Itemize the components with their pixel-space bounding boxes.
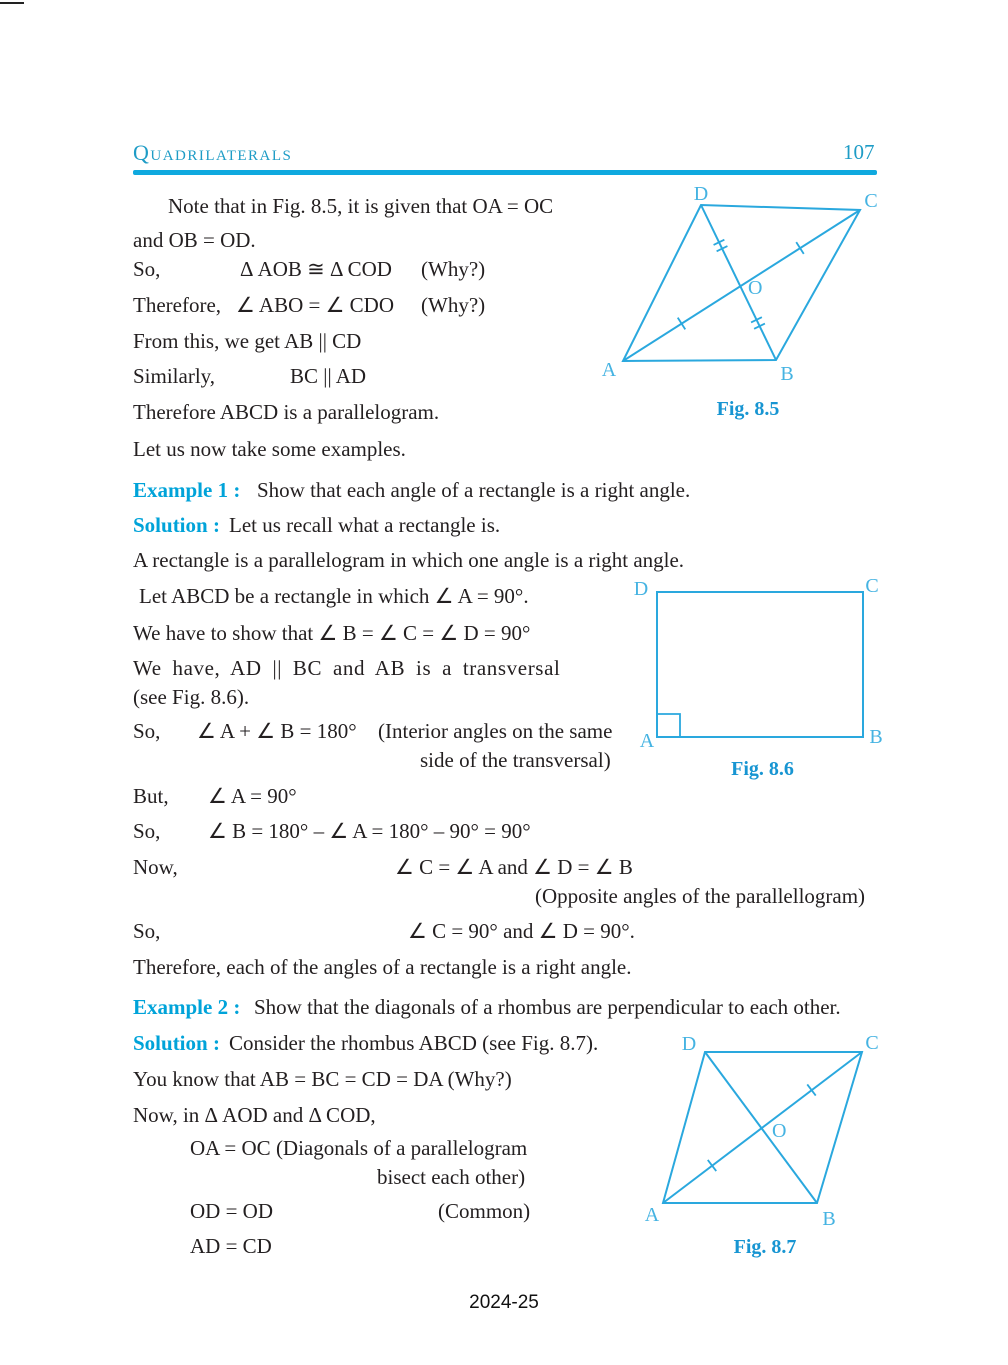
footer-year: 2024-25 bbox=[469, 1292, 539, 1313]
center-label-o: O bbox=[748, 277, 763, 299]
tick-oc bbox=[807, 1084, 815, 1095]
so-reason: (Why?) bbox=[421, 257, 486, 281]
vertex-label-c: C bbox=[864, 190, 878, 212]
vertex-label-a: A bbox=[601, 359, 617, 381]
e1-line-1: A rectangle is a parallelogram in which one angle is a right angle. bbox=[133, 548, 685, 572]
right-angle-marker bbox=[657, 714, 680, 737]
e1-now-reason: (Opposite angles of the parallellogram) bbox=[535, 884, 866, 908]
fig-8-5 bbox=[598, 183, 898, 421]
e1-so2-label: So, bbox=[133, 819, 161, 843]
fig-8-5-diagram bbox=[598, 183, 898, 398]
rectangle-abcd bbox=[657, 592, 863, 737]
diagonal-ac bbox=[663, 1052, 862, 1203]
diagonal-bd bbox=[701, 205, 776, 360]
parallelogram-conclusion: Therefore ABCD is a parallelogram. bbox=[133, 400, 440, 424]
solution-1-label: Solution : bbox=[133, 513, 220, 537]
e2-eq2-reason: (Common) bbox=[438, 1199, 531, 1223]
e1-so1-label: So, bbox=[133, 719, 161, 743]
diagonal-bd bbox=[705, 1052, 817, 1203]
e1-conclusion: Therefore, each of the angles of a rectangle is a right angle. bbox=[133, 955, 632, 979]
e1-so2-formula: ∠ B = 180° – ∠ A = 180° – 90° = 90° bbox=[208, 819, 531, 843]
header-rule bbox=[133, 170, 877, 175]
vertex-label-d: D bbox=[681, 1033, 697, 1055]
e1-so1-reason-2: side of the transversal) bbox=[420, 748, 611, 772]
fig-8-5-caption: Fig. 8.5 bbox=[716, 398, 780, 420]
example-1-label: Example 1 : bbox=[133, 478, 241, 502]
vertex-label-d: D bbox=[633, 578, 649, 600]
e1-so1-reason-1: (Interior angles on the same bbox=[378, 719, 613, 743]
fig-8-6-diagram bbox=[630, 573, 895, 758]
e1-now-formula: ∠ C = ∠ A and ∠ D = ∠ B bbox=[395, 855, 633, 879]
scan-artifact bbox=[0, 2, 24, 4]
vertex-label-b: B bbox=[822, 1208, 836, 1230]
solution-2-intro: Consider the rhombus ABCD (see Fig. 8.7). bbox=[229, 1031, 599, 1055]
diagonal-ac bbox=[623, 210, 860, 361]
e1-line-3: We have to show that ∠ B = ∠ C = ∠ D = 90° bbox=[133, 621, 531, 645]
e1-but-formula: ∠ A = 90° bbox=[208, 784, 297, 808]
e2-eq3: AD = CD bbox=[190, 1234, 272, 1258]
e1-now-label: Now, bbox=[133, 855, 178, 879]
fig-8-7-diagram bbox=[630, 1028, 900, 1236]
e1-so1-formula: ∠ A + ∠ B = 180° bbox=[197, 719, 357, 743]
example-1-statement: Show that each angle of a rectangle is a right angle. bbox=[257, 478, 691, 502]
e1-line-4b: (see Fig. 8.6). bbox=[133, 685, 250, 709]
therefore-reason: (Why?) bbox=[421, 293, 486, 317]
therefore-formula: ∠ ABO = ∠ CDO bbox=[236, 293, 395, 317]
e1-so3-label: So, bbox=[133, 919, 161, 943]
fig-8-6-caption: Fig. 8.6 bbox=[731, 758, 794, 780]
e2-eq2: OD = OD bbox=[190, 1199, 274, 1223]
vertex-label-b: B bbox=[780, 363, 794, 385]
e2-line-2: Now, in Δ AOD and Δ COD, bbox=[133, 1103, 376, 1127]
intro-line-1: Note that in Fig. 8.5, it is given that OA = OC bbox=[168, 194, 554, 218]
e2-line-1: You know that AB = BC = CD = DA (Why?) bbox=[133, 1067, 512, 1091]
e1-so3-formula: ∠ C = 90° and ∠ D = 90°. bbox=[408, 919, 635, 943]
intro-line-2: and OB = OD. bbox=[133, 228, 256, 252]
tick-ao bbox=[678, 318, 686, 330]
example-2-label: Example 2 : bbox=[133, 995, 241, 1019]
fig-8-7 bbox=[630, 1028, 900, 1259]
examples-intro: Let us now take some examples. bbox=[133, 437, 406, 461]
fig-8-7-caption: Fig. 8.7 bbox=[733, 1236, 797, 1258]
vertex-label-a: A bbox=[639, 730, 655, 752]
solution-2-label: Solution : bbox=[133, 1031, 220, 1055]
vertex-label-c: C bbox=[865, 575, 879, 597]
e1-line-2: Let ABCD be a rectangle in which ∠ A = 90°. bbox=[139, 584, 529, 608]
solution-1-intro: Let us recall what a rectangle is. bbox=[229, 513, 501, 537]
e1-line-4a: We have, AD || BC and AB is a transversal bbox=[133, 656, 561, 680]
example-2-statement: Show that the diagonals of a rhombus are perpendicular to each other. bbox=[254, 995, 841, 1019]
vertex-label-b: B bbox=[869, 726, 883, 748]
vertex-label-c: C bbox=[865, 1032, 879, 1054]
similarly-label: Similarly, bbox=[133, 364, 216, 388]
so-formula: Δ AOB ≅ Δ COD bbox=[240, 257, 392, 281]
therefore-label: Therefore, bbox=[133, 293, 222, 317]
e2-eq1-cont: bisect each other) bbox=[377, 1165, 526, 1189]
so-label: So, bbox=[133, 257, 161, 281]
fig-8-6 bbox=[630, 573, 895, 781]
similarly-formula: BC || AD bbox=[290, 364, 367, 388]
e1-but-label: But, bbox=[133, 784, 169, 808]
tick-oc bbox=[796, 242, 804, 254]
center-label-o: O bbox=[772, 1120, 787, 1142]
page-number: 107 bbox=[843, 140, 875, 164]
vertex-label-d: D bbox=[693, 183, 709, 205]
e2-eq1: OA = OC (Diagonals of a parallelogram bbox=[190, 1136, 528, 1160]
tick-ao bbox=[708, 1160, 716, 1171]
running-head: Quadrilaterals bbox=[133, 140, 293, 165]
from-this-line: From this, we get AB || CD bbox=[133, 329, 362, 353]
vertex-label-a: A bbox=[644, 1204, 660, 1226]
